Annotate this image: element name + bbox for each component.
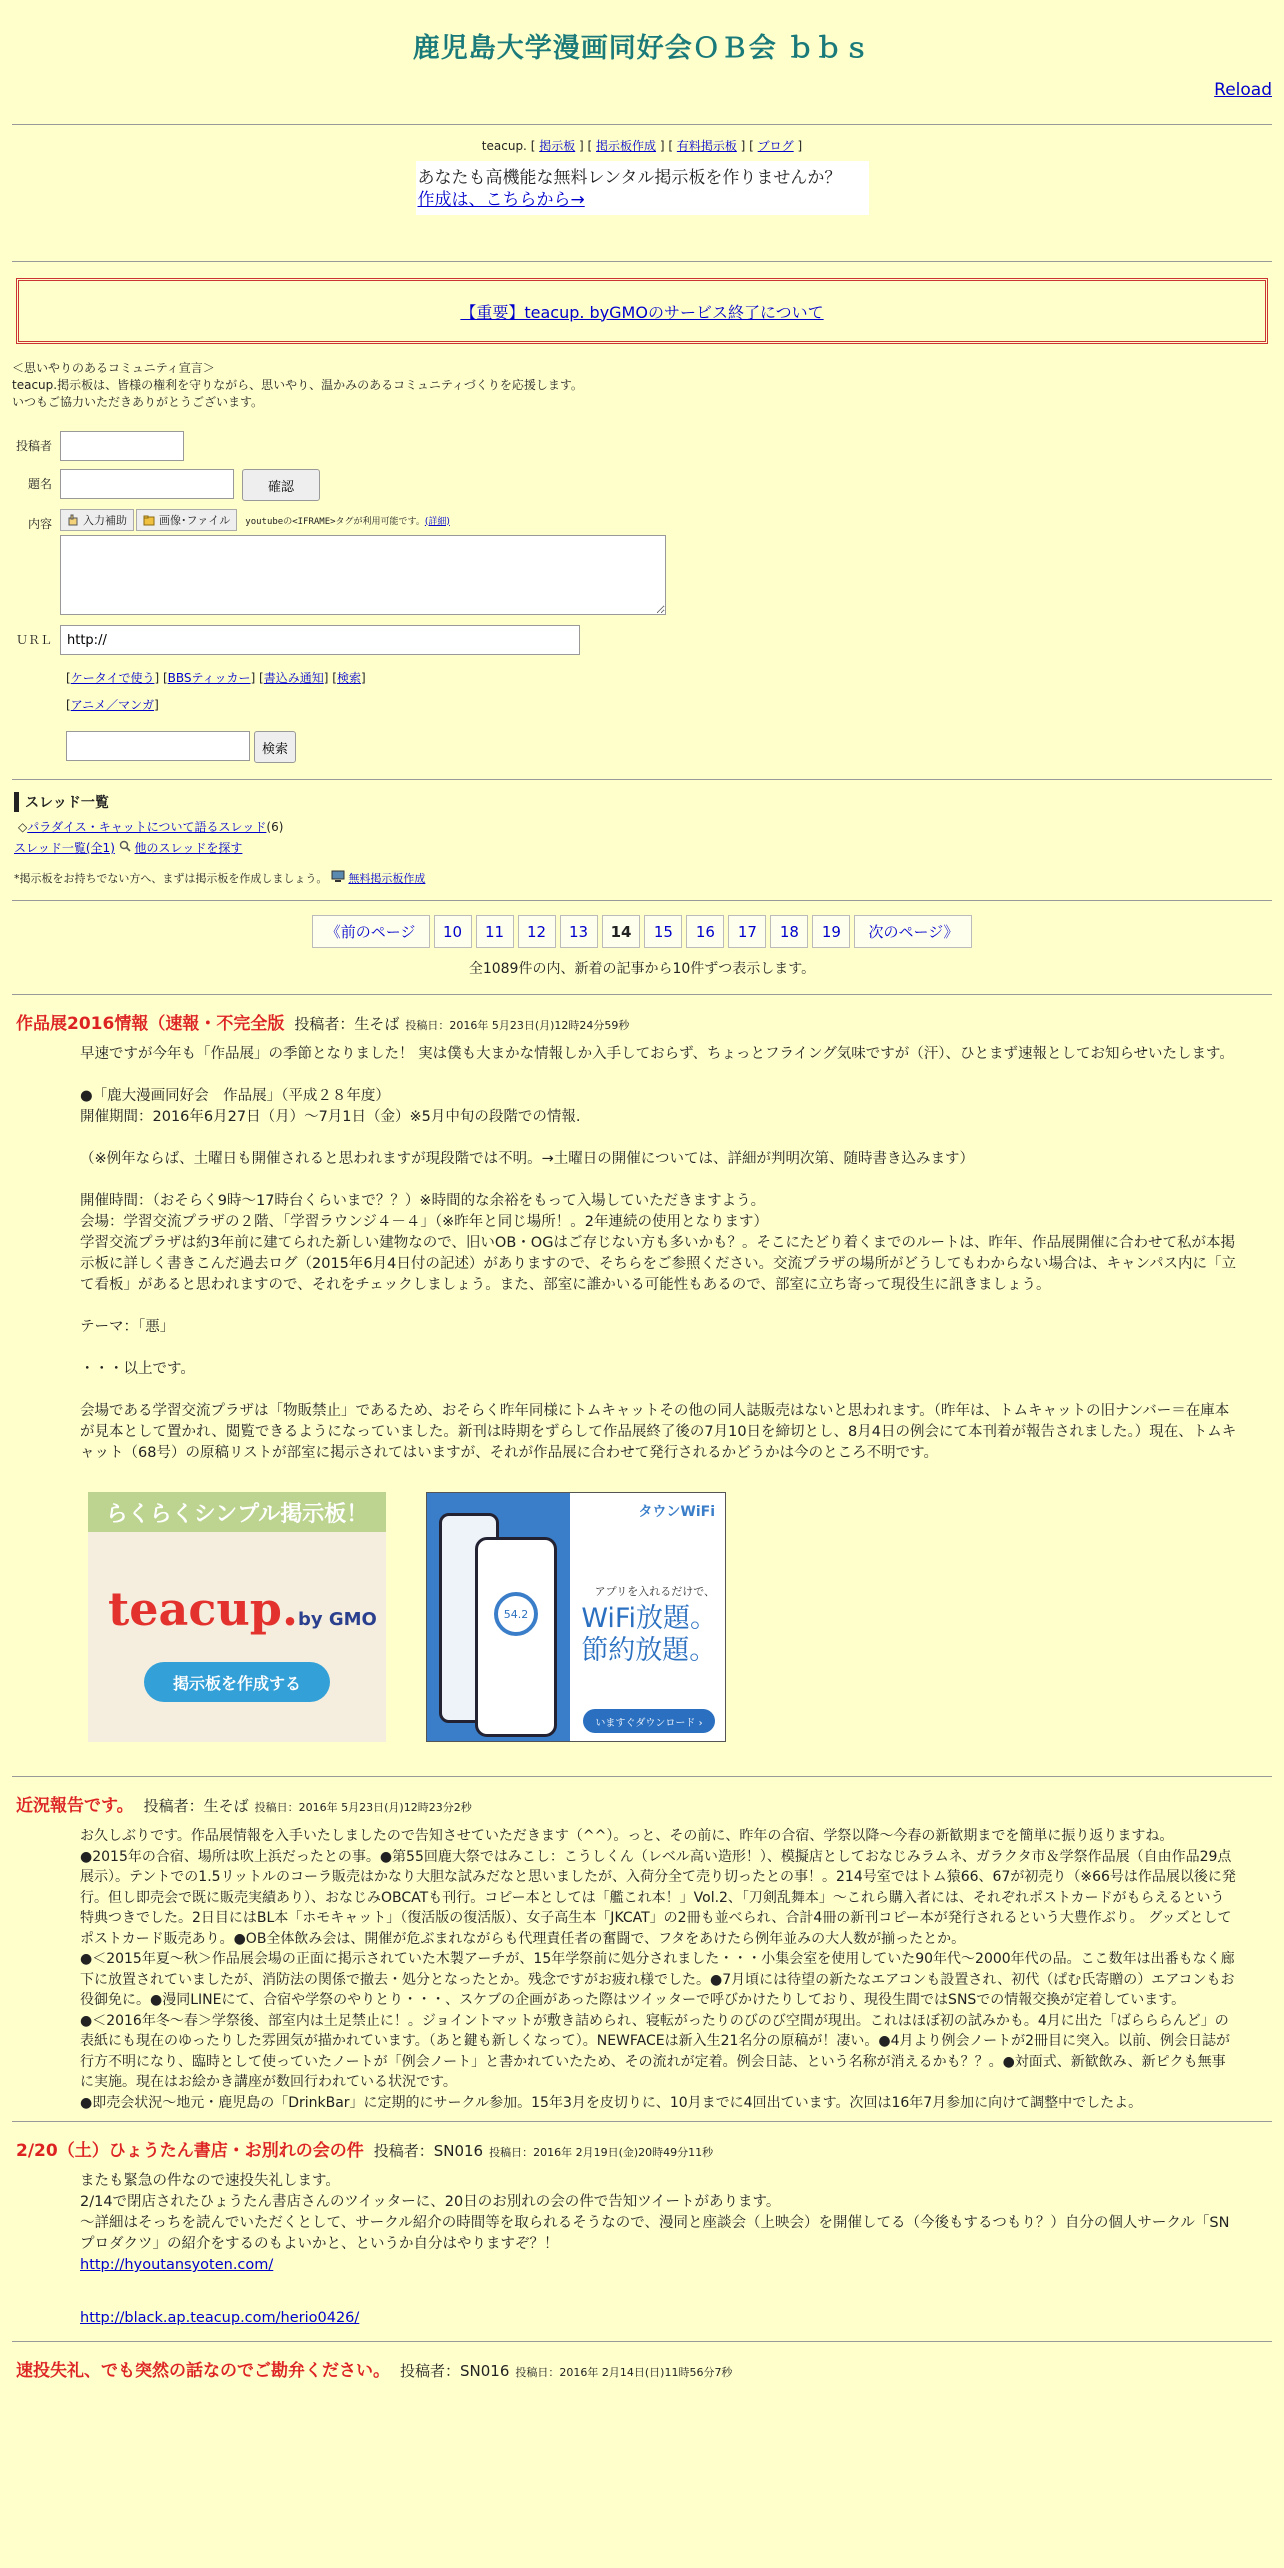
content-textarea[interactable] (60, 535, 666, 615)
post-url-link[interactable]: http://hyoutansyoten.com/ (80, 2257, 274, 2273)
post (0, 2356, 1284, 2381)
confirm-button[interactable]: 確認 (242, 469, 320, 501)
ticker-link[interactable]: BBSティッカー (167, 671, 251, 685)
input-help-button[interactable] (60, 509, 134, 531)
content-row (0, 509, 1284, 619)
post-paragraph: 会場である学習交流プラザは「物販禁止」であるため、おそらく昨年同様にトムキャットその他の同人誌販売はないと思われます。（昨年は、トムキャットの旧ナンバー＝在庫本が見本として置かれ、閲覧できるようになっていました。新刊は時期をずらして作品展終了後の7月10日を締切とし、8月4日の例会にて本刊着が報告されました。）現在、トムキャット（68号）の原稿リストが部室に掲示されてはいますが、それが作品展に合わせて発行されるかどうかは今のところ不明です。 (80, 1403, 1237, 1461)
post-title: 2/20（土）ひょうたん書店・お別れの会の件 (16, 2141, 364, 2161)
post-author: 投稿者：SN016 (400, 2362, 510, 2380)
post-paragraph: お久しぶりです。作品展情報を入手いたしましたので告知させていただきます（^^）。っと、その前に、昨年の合宿、学祭以降～今春の新歓期までを簡単に振り返りますね。 ●2015年の合宿、場所は吹上浜だったとの事。●第55回鹿大祭ではみこし：こうしくん（レベル高い造形！）、模擬店としておなじみラムネ、ガラクタ市＆学祭作品展（自由作品29点展示）。テントでの1.5リットルのコーラ販売はかなり大胆な試みだなと思いましたが、入荷分全て売り切ったとの事！。214号室ではトム猿66、67が初売り（※66号は作品展以後に発行。但し即売会で既に販売実績あり）、おなじみOBCATも刊行。コピー本としては「艦これ本！」Vol.2、「刀剣乱舞本」～これら購入者には、それぞれポストカードがもらえるという特典つきでした。2日目にはBL本「ホモキャット」（復活版の復活版）、女子高生本「JKCAT」の2冊も並べられ、合計4冊の新刊コピー本が発行されるという大豊作ぶり。 グッズとしてポストカード販売あり。●OB全体飲み会は、開催が危ぶまれながらも代理責任者の奮闘で、フタをあけたら例年並みの大人数が揃ったとか。 ●＜2015年夏～秋＞作品展会場の正面に掲示されていた木製アーチが、15年学祭前に処分されました・・・小集会室を使用していた90年代～2000年代の品。ここ数年は出番もなく廊下に放置されていましたが、消防法の関係で撤去・処分となったとか。残念ですがお疲れ様でした。●7月頃には待望の新たなエアコンも設置され、初代（ぱむ氏寄贈の）エアコンもお役御免に。●漫同LINEにて、合宿や学祭のやりとり・・・、スケブの企画があった際はツイッターで呼びかけたりしており、現役生間ではSNSでの情報交換が定着しています。 ●＜2016年冬～春＞学祭後、部室内は土足禁止に！。ジョイントマットが敷き詰められ、寝転がったりのびのび空間が現出。これはほぼ初の試みかも。4月に出た「ばらららんど」の表紙にも現在のゆったりした雰囲気が描かれています。（あと鍵も新しくなって）。NEWFACEは新入生21名分の原稿が！凄い。●4月より例会ノートが2冊目に突入。以前、例会日誌が行方不明になり、臨時として使っていたノートが「例会ノート」と書かれていたため、その流れが定着。例会日誌、という名称が消えるかも？？。●対面式、新歓飲み、新ピクも無事に実施。現在はお絵かき講座が数回行われている状況です。 ●即売会状況～地元・鹿児島の「DrinkBar」に定期的にサークル参加。15年3月を皮切りに、10月までに4回出ています。次回は16年7月参加に向けて調整中でしたよ。 (80, 1828, 1236, 2111)
mobile-link[interactable]: ケータイで使う (70, 671, 155, 685)
image-file-label: 画像･ファイル (159, 514, 231, 527)
post-header (0, 2356, 1284, 2381)
url-input[interactable] (60, 625, 580, 655)
post-notify-link[interactable]: 書込み通知 (263, 671, 324, 685)
ad-row (0, 1492, 1284, 1742)
reload-link[interactable]: Reload (1214, 80, 1272, 100)
post-date: 投稿日：2016年 5月23日(月)12時24分59秒 (405, 1019, 630, 1032)
post-paragraph: 開催時間：（おそらく9時～17時台くらいまで？？）※時間的な余裕をもって入場していただきますよう。 会場：学習交流プラザの２階、「学習ラウンジ４－４」（※昨年と同じ場所！。2年連続の使用となります） 学習交流プラザは約3年前に建てられた新しい建物なので、旧いOB・OGはご存じない方も多いかも？。そこにたどり着くまでのルートは、昨年、作品展開催に合わせて私が本掲示板に詳しく書きこんだ過去ログ（2015年6月4日付の記述）がありますので、そちらをご参照ください。交流プラザの場所がどうしてもわからない場合は、キャンパス内に「立て看板」があると思われますので、それをチェックしましょう。また、部室に誰かいる可能性もあるので、部室に立ち寄って現役生に訊きましょう。 (80, 1193, 1237, 1293)
computer-icon (331, 872, 349, 885)
page-link[interactable]: 17 (728, 915, 766, 948)
post-date: 投稿日：2016年 5月23日(月)12時23分2秒 (254, 1801, 472, 1814)
category-links: [アニメ／マンガ] (66, 698, 159, 712)
search-link[interactable]: 検索 (336, 671, 361, 685)
iframe-detail-link[interactable]: (詳細) (424, 516, 450, 527)
page-link[interactable]: 15 (644, 915, 682, 948)
thread-list-heading: スレッド一覧 (14, 792, 1270, 812)
post-paragraph: またも緊急の件なので速投失礼します。 2/14で閉店されたひょうたん書店さんのツイッターに、20日のお別れの会の件で告知ツイートがあります。 ～詳細はそっちを読んでいただくとして、サークル紹介の時間等を取られるそうなので、漫同と座談会（上映会）を開催してる（今後もするつもり？）自分の個人サークル「SNプロダクツ」の紹介をするのもよいかと、というか自分はやりますぞ？！ (80, 2173, 1230, 2252)
url-label: ＵＲＬ (15, 633, 52, 647)
teacup-ad-cta[interactable]: 掲示板を作成する (144, 1662, 330, 1702)
thread-link[interactable]: パラダイス・キャットについて語るスレッド (27, 820, 267, 834)
author-row (0, 431, 1284, 461)
post-title: 速投失礼、でも突然の話なのでご勘弁ください。 (16, 2361, 390, 2381)
post-paragraph: （※例年ならば、土曜日も開催されると思われますが現段階では不明。→土曜日の開催については、詳細が判明次第、随時書き込みます） (80, 1151, 975, 1167)
phone-illustration (475, 1537, 557, 1737)
post-paragraph: テーマ：「悪」 (80, 1319, 175, 1335)
page-link[interactable]: 19 (812, 915, 850, 948)
townwifi-brand: タウンWiFi (638, 1504, 715, 1520)
nav-link-paid-bbs[interactable]: 有料掲示板 (676, 139, 737, 153)
townwifi-ad-banner[interactable] (426, 1492, 726, 1742)
url-row (0, 625, 1284, 655)
post-body (0, 1044, 1284, 1464)
post-body (0, 2171, 1284, 2329)
promo-box (416, 161, 869, 215)
post-date: 投稿日：2016年 2月14日(日)11時56分7秒 (515, 2366, 733, 2379)
content-label: 内容 (27, 517, 52, 531)
input-help-label: 入力補助 (83, 514, 127, 527)
page-link[interactable]: 12 (518, 915, 556, 948)
author-input[interactable] (60, 431, 184, 461)
post-title: 近況報告です。 (16, 1796, 134, 1816)
page-link[interactable]: 16 (686, 915, 724, 948)
post-body (0, 1826, 1284, 2113)
title-label: 題名 (27, 477, 52, 491)
image-file-button[interactable] (136, 509, 237, 531)
category-link[interactable]: アニメ／マンガ (70, 698, 155, 712)
post-paragraph: ・・・以上です。 (80, 1361, 195, 1377)
next-page-link[interactable]: 次のページ》 (854, 915, 972, 948)
current-page: 14 (602, 915, 641, 948)
promo-link[interactable]: 作成は、こちらから→ (417, 190, 585, 210)
magnifier-icon (119, 841, 135, 855)
post (0, 1009, 1284, 1742)
page-link[interactable]: 11 (476, 915, 514, 948)
townwifi-tagline: アプリを入れるだけで、 (594, 1585, 715, 1598)
hand-icon (67, 514, 79, 526)
create-bbs-note (0, 870, 1284, 886)
all-threads-link[interactable]: スレッド一覧(全1) (14, 841, 115, 855)
service-notice-box (16, 278, 1268, 344)
page-link[interactable]: 10 (434, 915, 472, 948)
post-title: 作品展2016情報（速報・不完全版 (16, 1014, 285, 1034)
post-date: 投稿日：2016年 2月19日(金)20時49分11秒 (489, 2146, 714, 2159)
townwifi-download-button[interactable]: いますぐダウンロード › (583, 1709, 715, 1733)
create-bbs-link[interactable]: 無料掲示板作成 (348, 872, 426, 885)
thread-count: (6) (266, 820, 284, 834)
post-paragraph: 早速ですが今年も「作品展」の季節となりました！ 実は僕も大まかな情報しか入手しておらず、ちょっとフライング気味ですが（汗）、ひとまず速報としてお知らせいたします。 (80, 1046, 1234, 1062)
post-author: 投稿者：生そば (143, 1797, 249, 1815)
speed-gauge-icon: 54.2 (494, 1592, 538, 1636)
post-author: 投稿者：生そば (294, 1015, 400, 1033)
thread-nav (0, 839, 1284, 856)
manifesto-line: teacup.掲示板は、皆様の権利を守りながら、思いやり、温かみのあるコミュニティづくりを応援します。 (12, 378, 583, 392)
post (0, 2136, 1284, 2329)
post-header (0, 1009, 1284, 1034)
search-button[interactable]: 検索 (254, 731, 296, 763)
manifesto-line: ＜思いやりのあるコミュニティ宣言＞ (12, 361, 215, 375)
page-link[interactable]: 18 (770, 915, 808, 948)
search-row (0, 731, 1284, 763)
teacup-logo: teacup.by GMO (108, 1582, 377, 1636)
post (0, 1791, 1284, 2113)
title-input[interactable] (60, 469, 234, 499)
post-header (0, 1791, 1284, 1816)
page-link[interactable]: 13 (560, 915, 598, 948)
prev-page-link[interactable]: 《前のページ (312, 915, 430, 948)
folder-icon (143, 514, 155, 526)
community-manifesto (0, 360, 1284, 411)
tool-links: [ケータイで使う] [BBSティッカー] [書込み通知] [検索] (66, 671, 366, 685)
thread-item (0, 818, 1284, 835)
site-title: 鹿児島大学漫画同好会ＯＢ会 ｂｂｓ (412, 33, 872, 64)
nav-link-bbs[interactable]: 掲示板 (539, 139, 576, 153)
post-paragraph: ●「鹿大漫画同好会 作品展」（平成２８年度） 開催期間：2016年6月27日（月）～7月1日（金）※5月中旬の段階での情報. (80, 1088, 581, 1125)
other-threads-link[interactable]: 他のスレッドを探す (134, 841, 243, 855)
diamond-icon: ◇ (18, 820, 28, 834)
teacup-ad-banner[interactable] (88, 1492, 386, 1742)
post-author: 投稿者：SN016 (373, 2142, 484, 2160)
search-input[interactable] (66, 731, 250, 761)
post-header (0, 2136, 1284, 2161)
title-row (0, 469, 1284, 501)
service-end-notice-link[interactable]: 【重要】teacup. byGMOのサービス終了について (460, 302, 824, 322)
townwifi-headline: WiFi放題。 節約放題。 (581, 1603, 717, 1666)
nav-link-blog[interactable]: ブログ (757, 139, 794, 153)
teacup-ad-headline: らくらくシンプル掲示板！ (88, 1492, 386, 1532)
divider (12, 124, 1272, 125)
author-label: 投稿者 (15, 439, 52, 453)
iframe-note: youtubeの<IFRAME>タグが利用可能です。 (245, 516, 425, 527)
post-url-link[interactable]: http://black.ap.teacup.com/herio0426/ (80, 2310, 360, 2326)
nav-link-create-bbs[interactable]: 掲示板作成 (596, 139, 657, 153)
teacup-nav: teacup. [ 掲示板 ] [ 掲示板作成 ] [ 有料掲示板 ] [ ブログ ] (481, 139, 803, 153)
promo-text: あなたも高機能な無料レンタル掲示板を作りませんか？ (417, 168, 842, 188)
pager-summary: 全1089件の内、新着の記事から10件ずつ表示します。 (468, 961, 816, 977)
pagination (0, 915, 1284, 948)
create-note-text: *掲示板をお持ちでない方へ、まずは掲示板を作成しましょう。 (14, 872, 328, 885)
teacup-brand: teacup. (481, 139, 527, 153)
manifesto-line: いつもご協力いただきありがとうございます。 (12, 395, 264, 409)
